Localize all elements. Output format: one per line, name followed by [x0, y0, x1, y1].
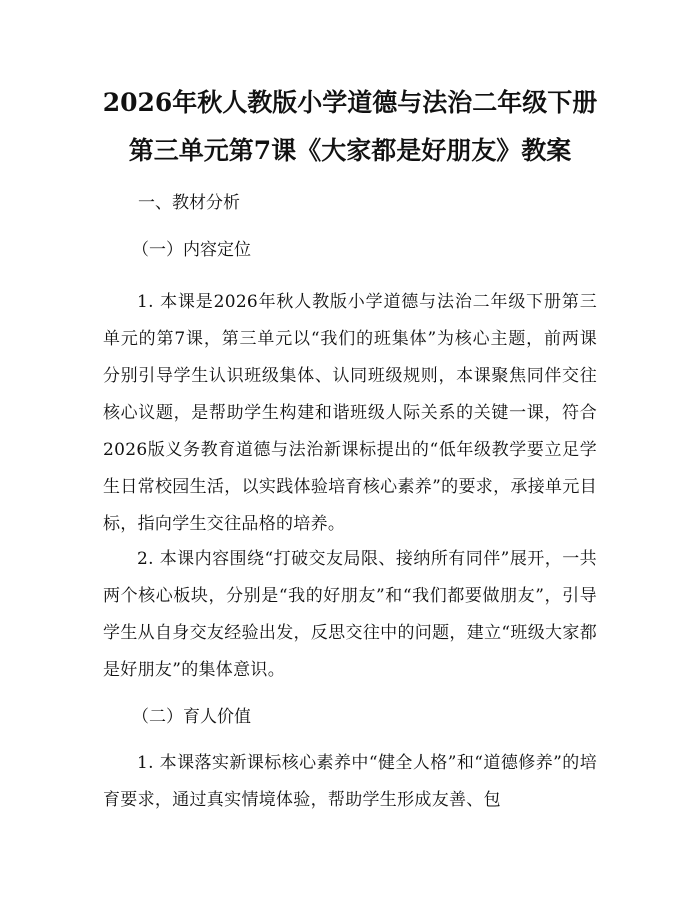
section-heading-analysis: 一、教材分析 [138, 193, 240, 213]
paragraph-3: 1. 本课落实新课标核心素养中“健全人格”和“道德修养”的培育要求，通过真实情境体验，帮助学生形成友善、包 [103, 753, 597, 810]
paragraph-1: 1. 本课是2026年秋人教版小学道德与法治二年级下册第三单元的第7课，第三单元以“我们的班集体”为核心主题，前两课分别引导学生认识班级集体、认同班级规则，本课聚焦同伴交往核心议题，是帮助学生构建和谐班级人际关系的关键一课，符合2026版义务教育道德与法治新课标提出的“低年级教学要立足学生日常校园生活，以实践体验培育核心素养”的要求，承接单元目标，指向学生交往品格的培养。 [103, 292, 597, 534]
subsection-heading-value: （二）育人价值 [132, 707, 251, 727]
subsection-heading-content: （一）内容定位 [132, 240, 251, 260]
paragraph-2: 2. 本课内容围绕“打破交友局限、接纳所有同伴”展开，一共两个核心板块，分别是“我的好朋友”和“我们都要做朋友”，引导学生从自身交友经验出发，反思交往中的问题，建立“班级大家都是好朋友”的集体意识。 [103, 549, 597, 680]
document-title-line1: 2026年秋人教版小学道德与法治二年级下册 [102, 88, 598, 117]
document-title-line2: 第三单元第7课《大家都是好朋友》教案 [128, 136, 572, 165]
